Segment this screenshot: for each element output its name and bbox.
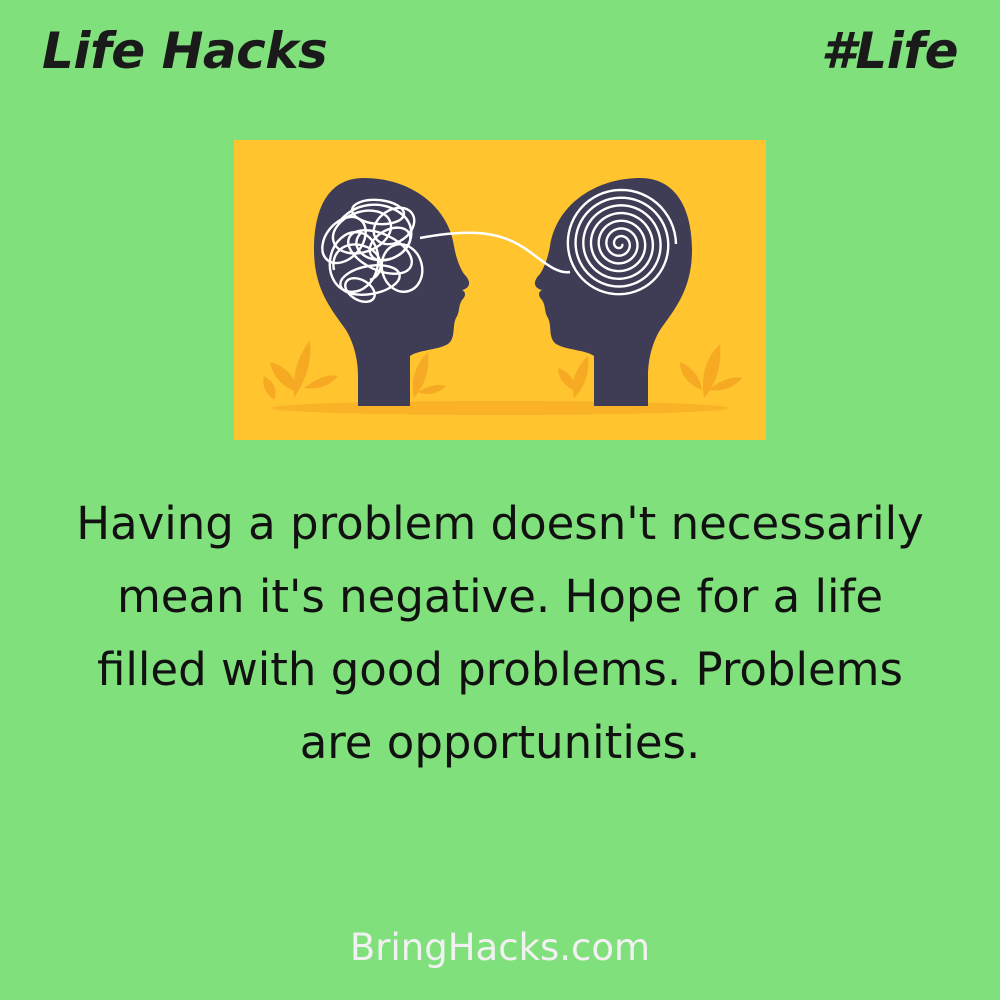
leaf-icon	[413, 352, 446, 398]
leaf-icon	[680, 344, 742, 398]
brand-title: Life Hacks	[42, 22, 328, 80]
quote-text: Having a problem doesn't necessarily mean it's negative. Hope for a life filled with good problems. Problems are opportunities.	[76, 497, 924, 769]
footer-site[interactable]	[0, 926, 1000, 969]
hashtag-label: #Life	[821, 22, 958, 80]
leaf-icon	[558, 356, 588, 398]
illustration-panel	[234, 140, 766, 440]
two-heads-illustration	[234, 140, 766, 440]
leaf-icon	[263, 340, 338, 400]
site-link[interactable]: BringHacks.com	[349, 926, 651, 969]
left-head-silhouette	[314, 178, 469, 406]
ground-shadow	[270, 401, 730, 415]
